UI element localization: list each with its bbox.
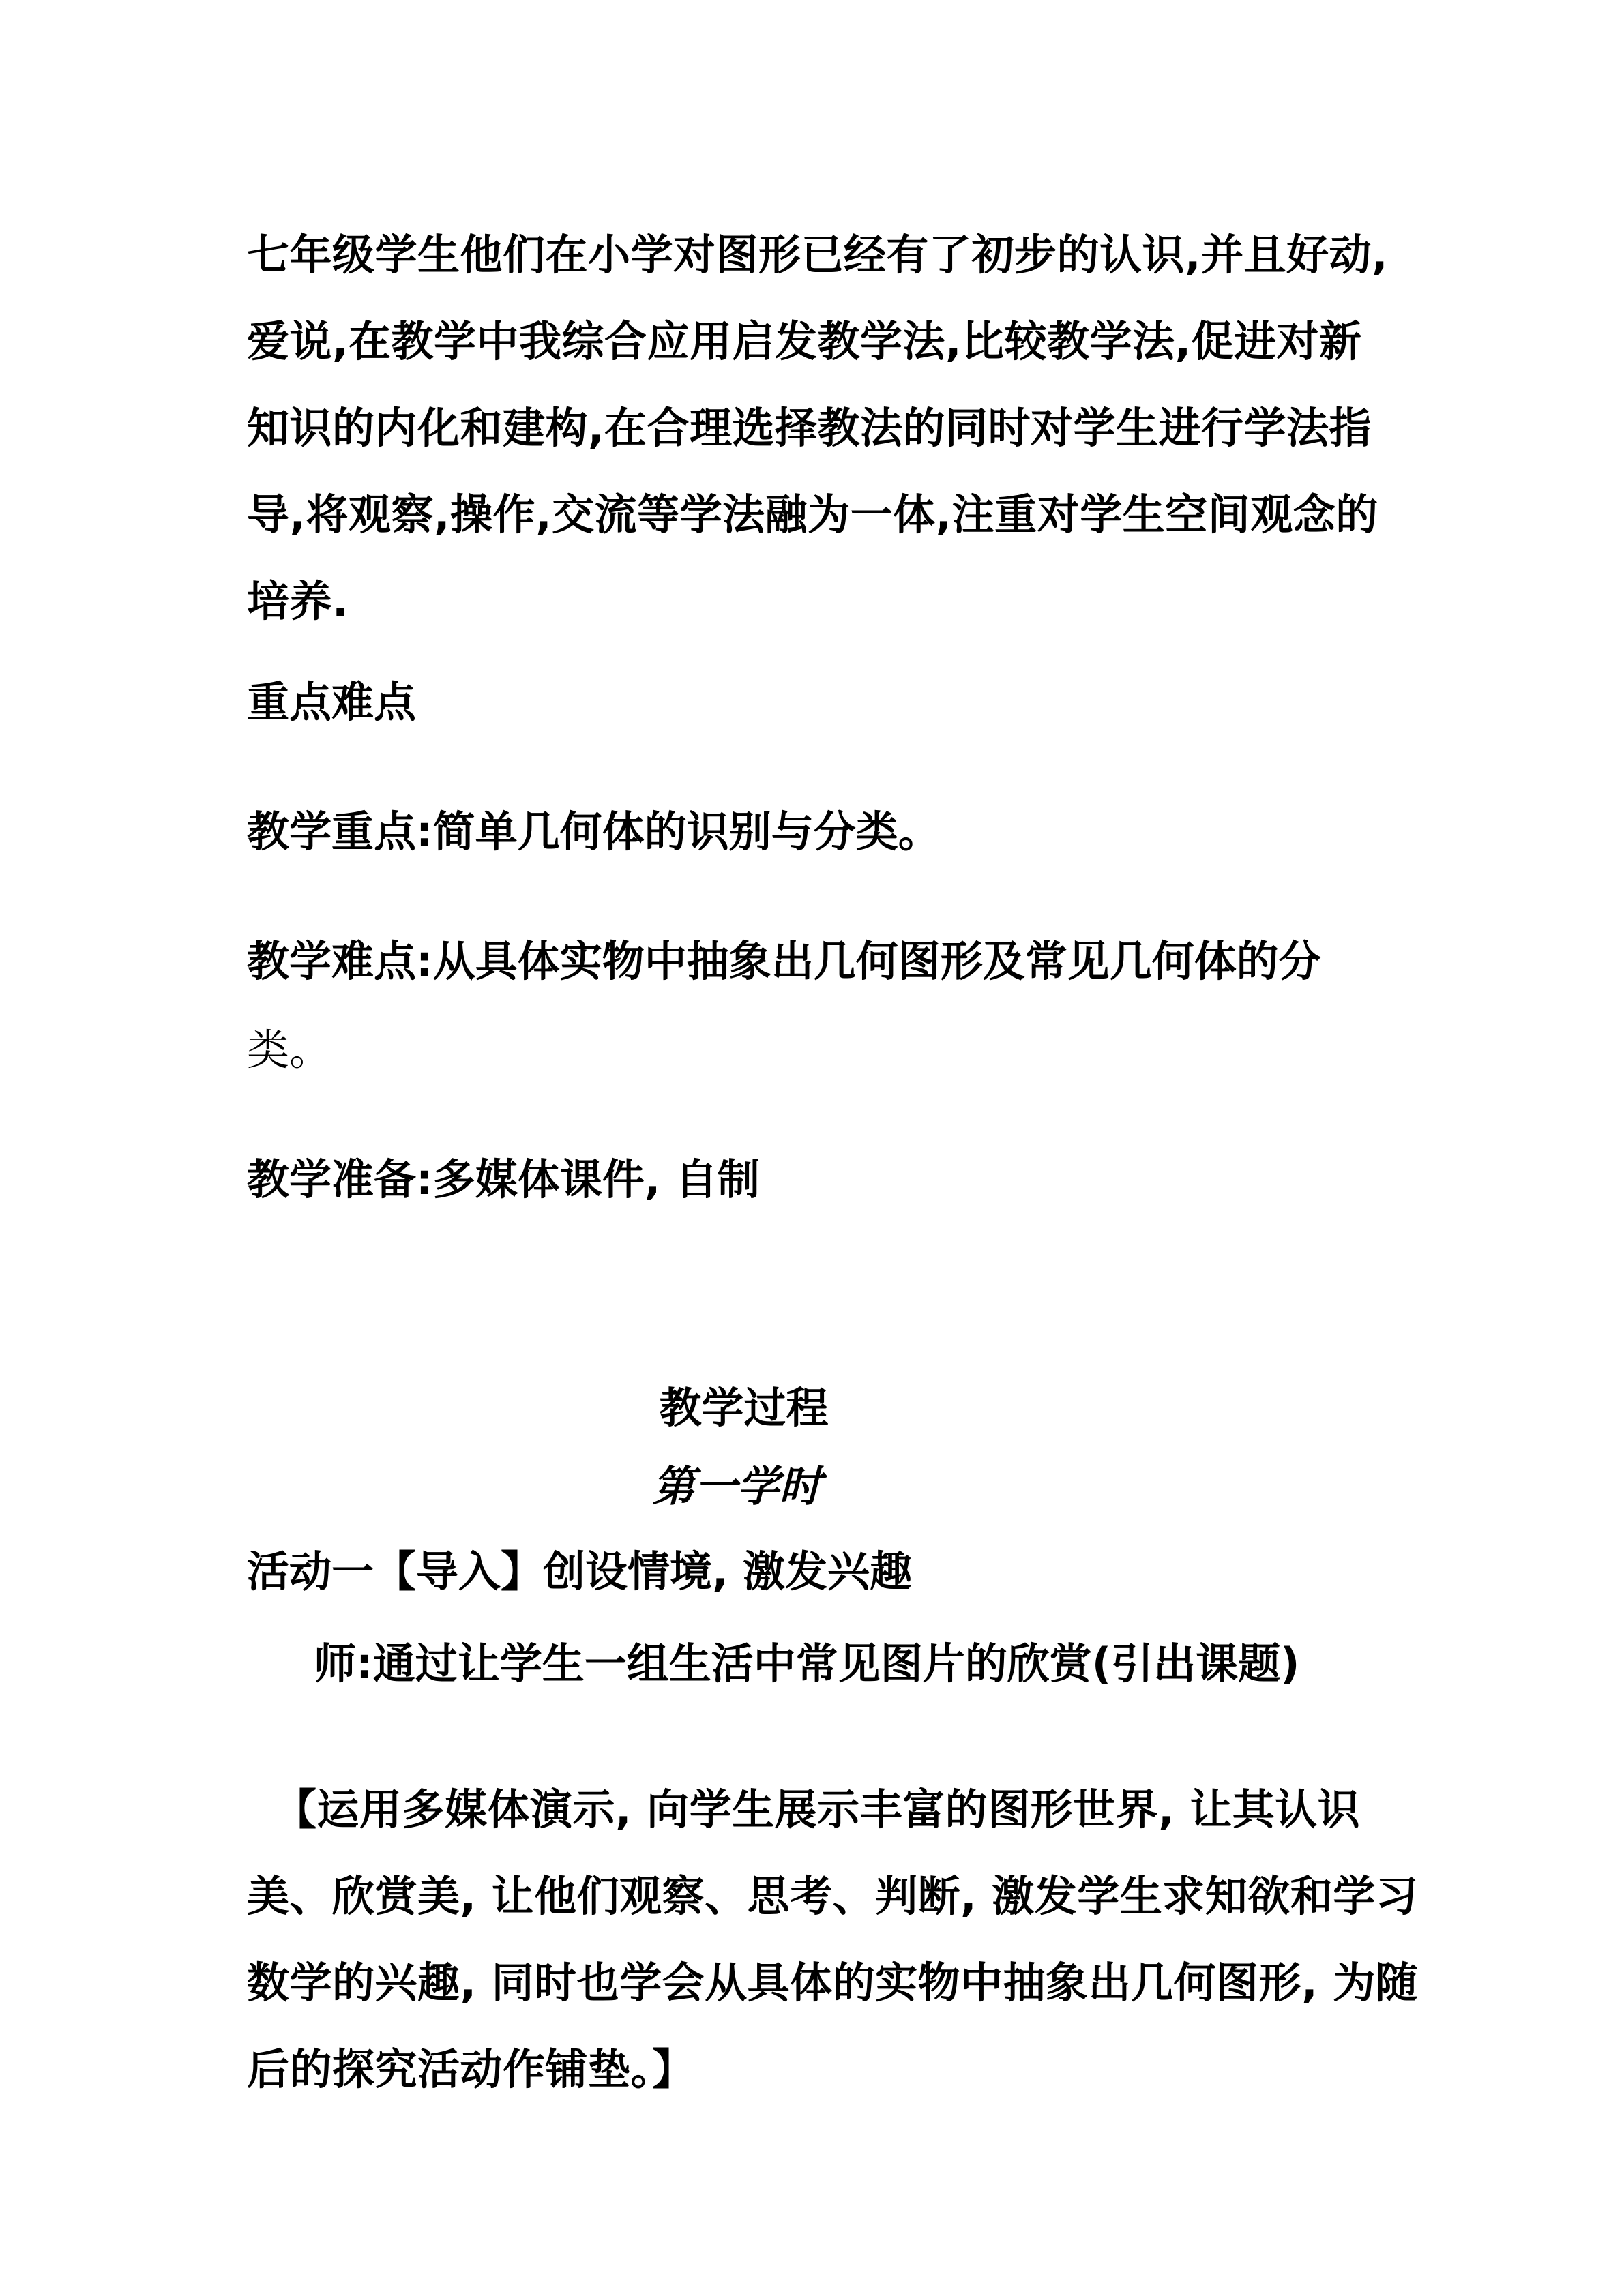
teaching-difficulty-line1: 教学难点:从具体实物中抽象出几何图形及常见几何体的分 [247, 936, 1321, 986]
intro-paragraph: 七年级学生他们在小学对图形已经有了初步的认识,并且好动,爱说,在教学中我综合应用启发教学法,比较教学法,促进对新知识的内化和建构,在合理选择教法的同时对学生进行学法指导,将观察,操作,交流等学法融为一体,注重对学生空间观念的培养. [247, 230, 1389, 626]
teacher-line: 师:通过让学生一组生活中常见图片的欣赏(引出课题) [314, 1639, 1300, 1688]
process-title: 教学过程 [659, 1383, 829, 1433]
teaching-preparation: 教学准备:多媒体课件, 自制 [247, 1154, 760, 1204]
teaching-difficulty-line2: 类。 [247, 1025, 332, 1075]
activity-title: 活动一【导入】创设情境, 激发兴趣 [247, 1547, 913, 1596]
teaching-key-point: 教学重点:简单几何体的识别与分类。 [247, 807, 941, 856]
period-title: 第一学时 [652, 1461, 822, 1511]
activity-note: 【运用多媒体演示, 向学生展示丰富的图形世界, 让其认识美、欣赏美, 让他们观察、思考、判断, 激发学生求知欲和学习数学的兴趣, 同时也学会从具体的实物中抽象出几何图形, 为随后的探究活动作铺垫。】 [247, 1785, 1419, 2094]
key-difficulty-heading: 重点难点 [247, 677, 417, 727]
